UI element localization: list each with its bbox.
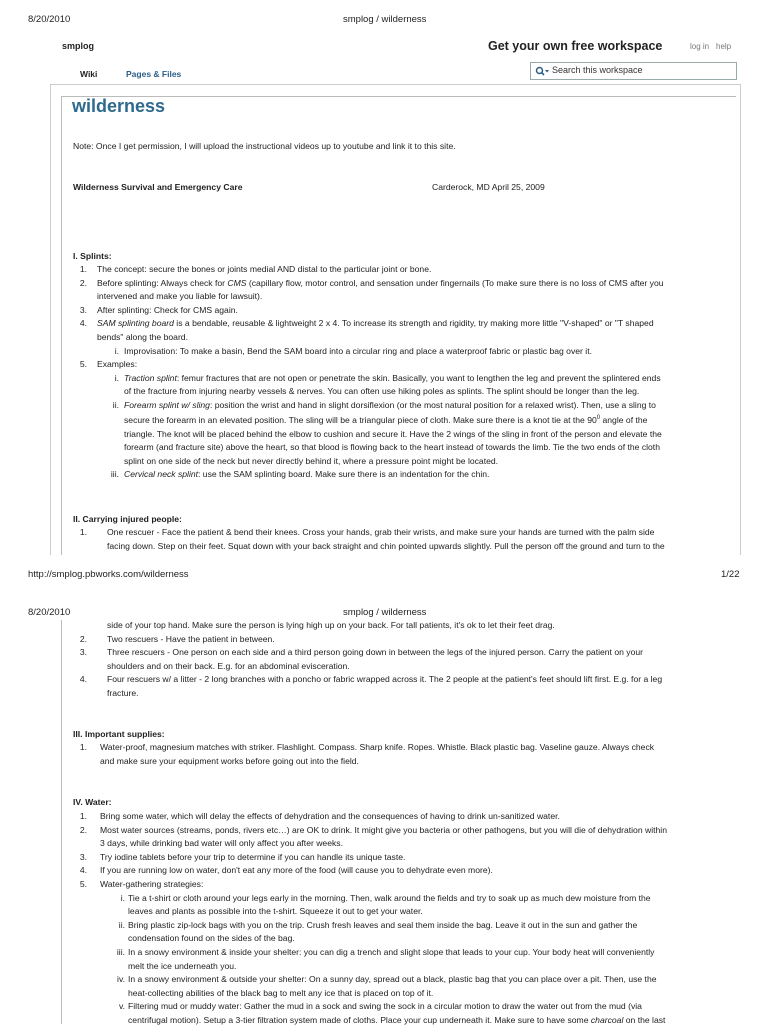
print-page-number: 1/22 (721, 569, 740, 580)
section-heading-water: IV. Water: (73, 797, 112, 807)
page-subtitle: Wilderness Survival and Emergency Care (73, 182, 243, 192)
list-item: Traction splint: femur fractures that are not open or penetrate the skin. Basically, you want to lengthen the leg and prevent the splintered ends (124, 372, 661, 383)
print-title-p2: smplog / wilderness (343, 607, 427, 618)
carrying-list-p2: side of your top hand. Make sure the person is lying high up on your back. For tall patients, it's ok to let their feet drag. 2. Two rescuers - Have the patient in between. 3. Three rescuers - One person on each side and a third person going down in between the legs of the injured person. Carry the patient on your shoulders and on their back. E.g. for an abdominal evisceration. 4. Four rescuers w/ a litter - 2 long branches with a poncho or fabric wrapped across it. The 2 people at the patient's feet should lift first. E.g. for a leg fracture. (73, 619, 733, 701)
list-item-cont: condensation found on the sides of the bag. (128, 933, 295, 944)
list-item-cont: centrifugal motion). Setup a 3-tier filtration system made of cloths. Place your cup underneath it. Make sure to have some charcoal on the last (128, 1014, 666, 1025)
page-note: Note: Once I get permission, I will upload the instructional videos up to youtube and link it to this site. (73, 141, 456, 151)
list-item-cont: triangle. The knot will be placed behind the elbow to cushion and secure it. Have the 2 wings of the sling in front of the person and elevate the (124, 428, 662, 439)
list-item-cont: facing down. Step on their feet. Squat down with your back straight and chin pointed upwards slightly. Pull the person off the ground and turn to the (107, 540, 665, 551)
page-title: wilderness (72, 96, 166, 116)
list-item-cont: leaves and plants as possible into the t-shirt. Squeeze it out to get your water. (128, 906, 423, 917)
list-item: SAM splinting board is a bendable, reusable & lightweight 2 x 4. To increase its strength and rigidity, try making more little "V-shaped" or "T shaped (97, 318, 654, 329)
list-item: Improvisation: To make a basin, Bend the SAM board into a circular ring and place a waterproof fabric or plastic bag over it. (124, 345, 592, 356)
login-link[interactable]: log in (690, 42, 710, 51)
list-item-cont: intervened and make you liable for lawsuit). (97, 291, 263, 302)
list-item: Two rescuers - Have the patient in between. (107, 633, 275, 644)
list-item: In a snowy environment & inside your shelter: you can dig a trench and slight slope that leads to your cup. Your body heat will conveniently (128, 946, 655, 957)
list-item: One rescuer - Face the patient & bend their knees. Cross your hands, grab their wrists, and make sure your hands are turned with the palm side (107, 527, 655, 537)
section-heading-splints: I. Splints: (73, 251, 112, 261)
list-item-cont: bends" along the board. (97, 331, 188, 342)
list-item: Forearm splint w/ sling: position the wrist and hand in slight dorsiflexion (or the most natural position for a relaxed wrist). Then, use a sling to (124, 399, 656, 410)
list-item: The concept: secure the bones or joints medial AND distal to the particular joint or bone. (97, 264, 432, 274)
carrying-list-p1: 1. One rescuer - Face the patient & bend their knees. Cross your hands, grab their wrists, and make sure your hands are turned with the palm side facing down. Step on their feet. Squat down with your back straight and chin pointed upwards slightly. Pull the person off the ground and turn to the (73, 526, 733, 553)
water-list: 1. Bring some water, which will delay the effects of dehydration and the consequences of having to drink un-sanitized water. 2. Most water sources (streams, ponds, rivers etc…) are OK to drink. It might give you bacteria or other pathogens, but you will die of dehydration within 3 days, while drinking bad water will only affect you after weeks. 3. Try iodine tablets before your trip to determine if you can handle its unique taste. 4. If you are running low on water, don't eat any more of the food (will cause you to dehydrate even more). 5. Water-gathering strategies: i. Tie a t-shirt or cloth around your legs early in the morning. Then, walk around the fields and try to soak up as much dew moisture from the leaves and plants as possible into the t-shirt. Squeeze it out to get your water. ii. Bring plastic zip-lock bags with you on the trip. Crush fresh leaves and seal them inside the bag. Leave it out in the sun and gather the condensation found on the sides of the bag. iii. In a snowy environment & inside your shelter: you can dig a trench and slight slope that leads to your cup. Your body heat will conveniently melt the ice underneath you. iv. In a snowy environment & outside your shelter: On a sunny day, spread out a black, plastic bag that you can place over a pit. Then, use the heat-collecting abilities of the black bag to melt any ice that is placed on top of it. v. Filtering mud or muddy water: Gather the mud in a sock and swing the sock in a circular motion to draw the water out from the mud (via centrifugal motion). Setup a 3-tier filtration system made of cloths. Place your cup underneath it. Make sure to have some charcoal on the last (73, 810, 733, 1028)
tab-wiki[interactable]: Wiki (80, 69, 98, 79)
splints-list: 1. The concept: secure the bones or joints medial AND distal to the particular joint or bone. 2. Before splinting: Always check for CMS (capillary flow, motor control, and sensation under fingernails (To make sure there is no loss of CMS after you intervened and make you liable for lawsuit). 3. After splinting: Check for CMS again. 4. SAM splinting board is a bendable, reusable & lightweight 2 x 4. To increase its strength and rigidity, try making more little "V-shaped" or "T shaped bends" along the board. i. Improvisation: To make a basin, Bend the SAM board into a circular ring and place a waterproof fabric or plastic bag over it. 5. Examples: i. Traction splint: femur fractures that are not open or penetrate the skin. Basically, you want to lengthen the leg and prevent the splintered ends of the fracture from injuring nearby vessels & nerves. You can often use hiking poles as splints. The splint should be longer than the leg. ii. Forearm splint w/ sling: position the wrist and hand in slight dorsiflexion (or the most natural position for a relaxed wrist). Then, use a sling to secure the forearm in an elevated position. The sling will be a triangular piece of cloth. Make sure there is a knot tie at the $90^0$ angle of the triangle. The knot will be placed behind the elbow to cushion and secure it. Have the 2 wings of the sling in front of the person and elevate the forearm (and fracture site) above the heart, so that blood is flowing back to the heart instead of towards the limb. Tie the two ends of the cloth splint on one side of the neck but never directly behind it, where a pressure point might be located. iii. Cervical neck splint: use the SAM splinting board. Make sure there is an indentation for the chin. (73, 263, 733, 482)
search-input[interactable] (530, 62, 737, 80)
list-item: Bring plastic zip-lock bags with you on the trip. Crush fresh leaves and seal them inside the bag. Leave it out in the sun and gather the (128, 919, 638, 930)
help-link[interactable]: help (716, 42, 732, 51)
list-item: Before splinting: Always check for CMS (capillary flow, motor control, and sensation under fingernails (To make sure there is no loss of CMS after you (97, 277, 664, 288)
print-date-p2: 8/20/2010 (28, 607, 71, 618)
list-item: In a snowy environment & outside your shelter: On a sunny day, spread out a black, plastic bag that you can place over a pit. Then, use the (128, 974, 657, 985)
list-item-cont: shoulders and on their back. E.g. for an abdominal evisceration. (107, 660, 350, 671)
list-item: Three rescuers - One person on each side and a third person going down in between the legs of the injured person. Carry the patient on your (107, 647, 644, 658)
workspace-name[interactable]: smplog (62, 41, 95, 51)
list-item-cont: side of your top hand. Make sure the person is lying high up on your back. For tall patients, it's ok to let their feet drag. (107, 620, 555, 630)
list-item: Most water sources (streams, ponds, rivers etc…) are OK to drink. It might give you bacteria or other pathogens, but you will die of dehydration within (100, 824, 667, 835)
list-item: If you are running low on water, don't eat any more of the food (will cause you to dehydrate even more). (100, 865, 493, 876)
section-heading-carrying: II. Carrying injured people: (73, 514, 182, 524)
location-date: Carderock, MD April 25, 2009 (432, 182, 545, 192)
list-item-cont: fracture. (107, 687, 139, 698)
list-item: Tie a t-shirt or cloth around your legs early in the morning. Then, walk around the fields and try to soak up as much dew moisture from the (128, 892, 651, 903)
list-item-cont: forearm (and fracture site) above the heart, so that blood is flowing back to the heart instead of towards the limb. Tie the two ends of the cloth (124, 442, 660, 453)
list-item: Water-gathering strategies: (100, 878, 204, 889)
list-item-cont: heat-collecting abilities of the black bag to melt any ice that is placed on top of it. (128, 987, 434, 998)
list-item-cont: splint on one side of the neck but never directly behind it, where a pressure point might be located. (124, 455, 499, 466)
list-item-cont: secure the forearm in an elevated position. The sling will be a triangular piece of cloth. Make sure there is a knot tie at the $90^0$ angle of the (124, 414, 648, 425)
list-item-cont: 3 days, while drinking bad water will only affect you after weeks. (100, 838, 343, 849)
list-item-cont: and make sure your equipment works before going out into the field. (100, 755, 359, 766)
list-item: After splinting: Check for CMS again. (97, 304, 238, 315)
list-item-cont: melt the ice underneath you. (128, 960, 237, 971)
list-item: Cervical neck splint: use the SAM splinting board. Make sure there is an indentation for the chin. (124, 469, 490, 480)
list-item: Try iodine tablets before your trip to determine if you can handle its unique taste. (100, 851, 406, 862)
list-item: Filtering mud or muddy water: Gather the mud in a sock and swing the sock in a circular motion to draw the water out from the mud (via (128, 1001, 642, 1012)
list-item-cont: of the fracture from injuring nearby vessels & nerves. You can often use hiking poles as splints. The splint should be longer than the leg. (124, 386, 640, 397)
section-heading-supplies: III. Important supplies: (73, 729, 165, 739)
print-title: smplog / wilderness (343, 14, 427, 25)
supplies-list: 1. Water-proof, magnesium matches with striker. Flashlight. Compass. Sharp knife. Ropes. Whistle. Black plastic bag. Vaseline gauze. Always check and make sure your equipment works before going out into the field. (73, 741, 733, 768)
search-placeholder: Search this workspace (552, 65, 643, 75)
list-item: Water-proof, magnesium matches with striker. Flashlight. Compass. Sharp knife. Ropes. Whistle. Black plastic bag. Vaseline gauze. Always check (100, 742, 655, 752)
print-url: http://smplog.pbworks.com/wilderness (28, 569, 189, 580)
list-item: Bring some water, which will delay the effects of dehydration and the consequences of having to drink un-sanitized water. (100, 811, 560, 821)
list-item: Four rescuers w/ a litter - 2 long branches with a poncho or fabric wrapped across it. The 2 people at the patient's feet should lift first. E.g. for a leg (107, 674, 663, 685)
search-icon (535, 66, 549, 76)
get-workspace-link[interactable]: Get your own free workspace (488, 39, 663, 53)
tab-pages-files[interactable]: Pages & Files (126, 69, 182, 79)
print-date: 8/20/2010 (28, 14, 71, 25)
list-item: Examples: (97, 359, 138, 370)
